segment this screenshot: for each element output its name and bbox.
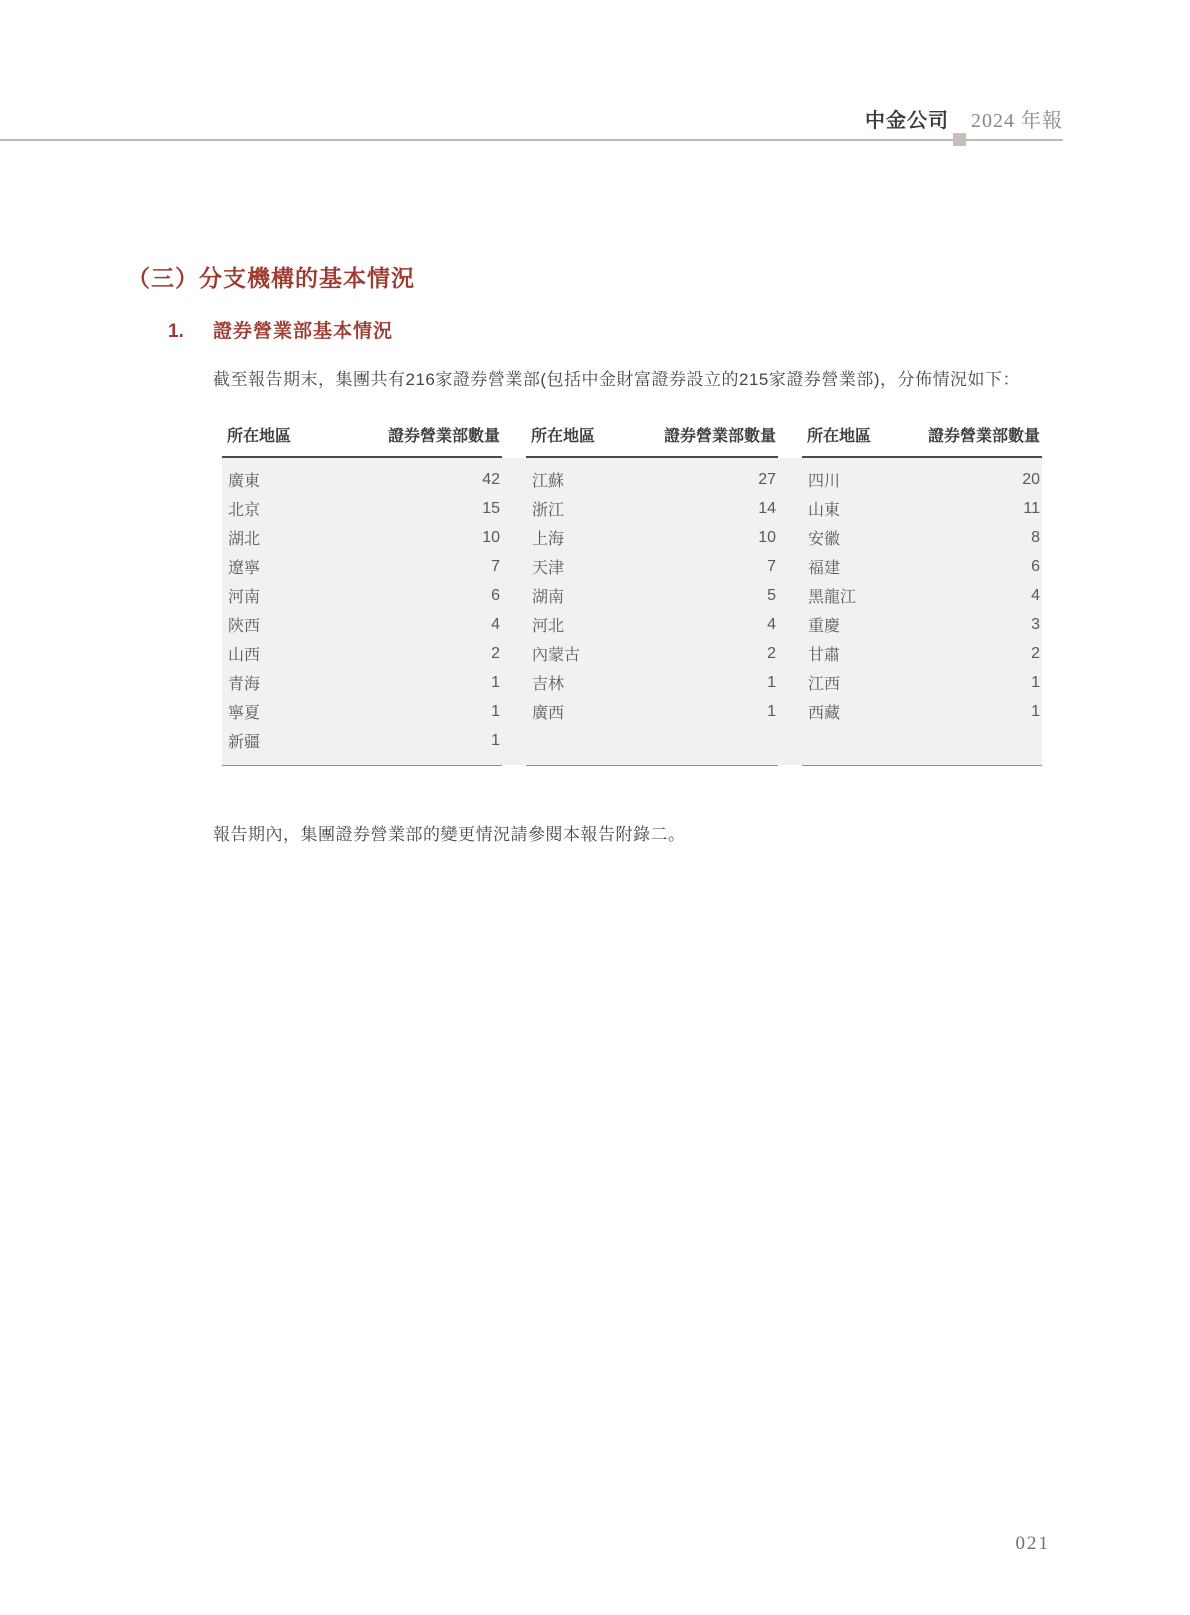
branch-offices-table: [222, 423, 1042, 766]
column-header-region: 所在地區: [807, 428, 872, 445]
count-cell: 2: [491, 644, 500, 662]
count-cell: 6: [491, 586, 500, 604]
report-year: 2024 年報: [971, 110, 1063, 132]
count-cell: 2: [767, 644, 776, 662]
count-cell: 5: [767, 586, 776, 604]
count-cell: 42: [482, 470, 500, 488]
count-cell: 4: [1031, 586, 1040, 604]
count-cell: 7: [767, 557, 776, 575]
count-cell: 4: [767, 615, 776, 633]
column-header-count: 證券營業部數量: [663, 428, 776, 445]
count-cell: 6: [1031, 557, 1040, 575]
table-row: [222, 523, 1042, 552]
table-row: [222, 465, 1042, 494]
region-cell: 江蘇: [532, 473, 565, 490]
table-row: [222, 726, 1042, 755]
table-header-group-3: [802, 423, 1042, 458]
table-body: [222, 458, 1042, 765]
count-cell: 2: [1031, 644, 1040, 662]
region-cell: 山東: [808, 502, 841, 519]
count-cell: 20: [1022, 470, 1040, 488]
table-row: [222, 494, 1042, 523]
subsection-heading: [127, 316, 1063, 343]
count-cell: 1: [767, 702, 776, 720]
count-cell: 1: [1031, 673, 1040, 691]
region-cell: 陝西: [228, 618, 261, 635]
count-cell: 8: [1031, 528, 1040, 546]
region-cell: 湖北: [228, 531, 261, 548]
company-name: 中金公司: [865, 110, 949, 132]
region-cell: 新疆: [228, 734, 261, 751]
region-cell: 四川: [808, 473, 841, 490]
divider-square-ornament: [953, 133, 966, 146]
region-cell: 吉林: [532, 676, 565, 693]
bottom-rule-segment: [222, 765, 502, 766]
region-cell: 山西: [228, 647, 261, 664]
count-cell: 1: [491, 673, 500, 691]
table-row: [222, 697, 1042, 726]
region-cell: 浙江: [532, 502, 565, 519]
region-cell: 寧夏: [228, 705, 261, 722]
column-header-region: 所在地區: [227, 428, 292, 445]
table-bottom-border: [222, 765, 1042, 766]
column-header-count: 證券營業部數量: [927, 428, 1040, 445]
table-row: [222, 668, 1042, 697]
count-cell: 11: [1023, 499, 1040, 517]
region-cell: 上海: [532, 531, 565, 548]
count-cell: 4: [491, 615, 500, 633]
region-cell: 北京: [228, 502, 261, 519]
table-header-group-2: [526, 423, 778, 458]
header-divider-rule: [0, 139, 1063, 141]
column-header-region: 所在地區: [531, 428, 596, 445]
table-header-group-1: [222, 423, 502, 458]
table-row: [222, 552, 1042, 581]
count-cell: 1: [491, 731, 500, 749]
count-cell: 1: [767, 673, 776, 691]
region-cell: 遼寧: [228, 560, 261, 577]
bottom-rule-segment: [802, 765, 1042, 766]
region-cell: 廣東: [228, 473, 261, 490]
intro-paragraph: 截至報告期末，集團共有216家證券營業部(包括中金財富證券設立的215家證券營業部)，分佈情況如下：: [213, 370, 1021, 389]
table-row: [222, 610, 1042, 639]
region-cell: 安徽: [808, 531, 841, 548]
subsection-number: 1.: [168, 321, 184, 342]
region-cell: 江西: [808, 676, 841, 693]
region-cell: 天津: [532, 560, 565, 577]
count-cell: 15: [482, 499, 500, 517]
region-cell: 西藏: [808, 705, 841, 722]
count-cell: 1: [1031, 702, 1040, 720]
region-cell: 內蒙古: [532, 647, 581, 664]
region-cell: 青海: [228, 676, 261, 693]
region-cell: 湖南: [532, 589, 565, 606]
count-cell: 27: [758, 470, 776, 488]
region-cell: 河北: [532, 618, 565, 635]
page-number: 021: [1015, 1533, 1050, 1554]
count-cell: 7: [491, 557, 500, 575]
count-cell: 3: [1031, 615, 1040, 633]
count-cell: 10: [758, 528, 776, 546]
section-title: （三）分支機構的基本情況: [127, 265, 415, 291]
region-cell: 重慶: [808, 618, 841, 635]
table-header-row: [222, 423, 1042, 458]
subsection-title: 證券營業部基本情況: [213, 321, 394, 342]
region-cell: 廣西: [532, 705, 565, 722]
page-content: [127, 263, 1063, 851]
column-header-count: 證券營業部數量: [387, 428, 500, 445]
running-header: [865, 104, 1063, 133]
count-cell: 1: [491, 702, 500, 720]
region-cell: 甘肅: [808, 647, 841, 664]
table-row: [222, 581, 1042, 610]
region-cell: 河南: [228, 589, 261, 606]
count-cell: 10: [482, 528, 500, 546]
table-row: [222, 639, 1042, 668]
note-paragraph: 報告期內，集團證券營業部的變更情況請參閱本報告附錄二。: [213, 825, 686, 844]
region-cell: 福建: [808, 560, 841, 577]
region-cell: 黑龍江: [808, 589, 857, 606]
count-cell: 14: [758, 499, 776, 517]
bottom-rule-segment: [526, 765, 778, 766]
